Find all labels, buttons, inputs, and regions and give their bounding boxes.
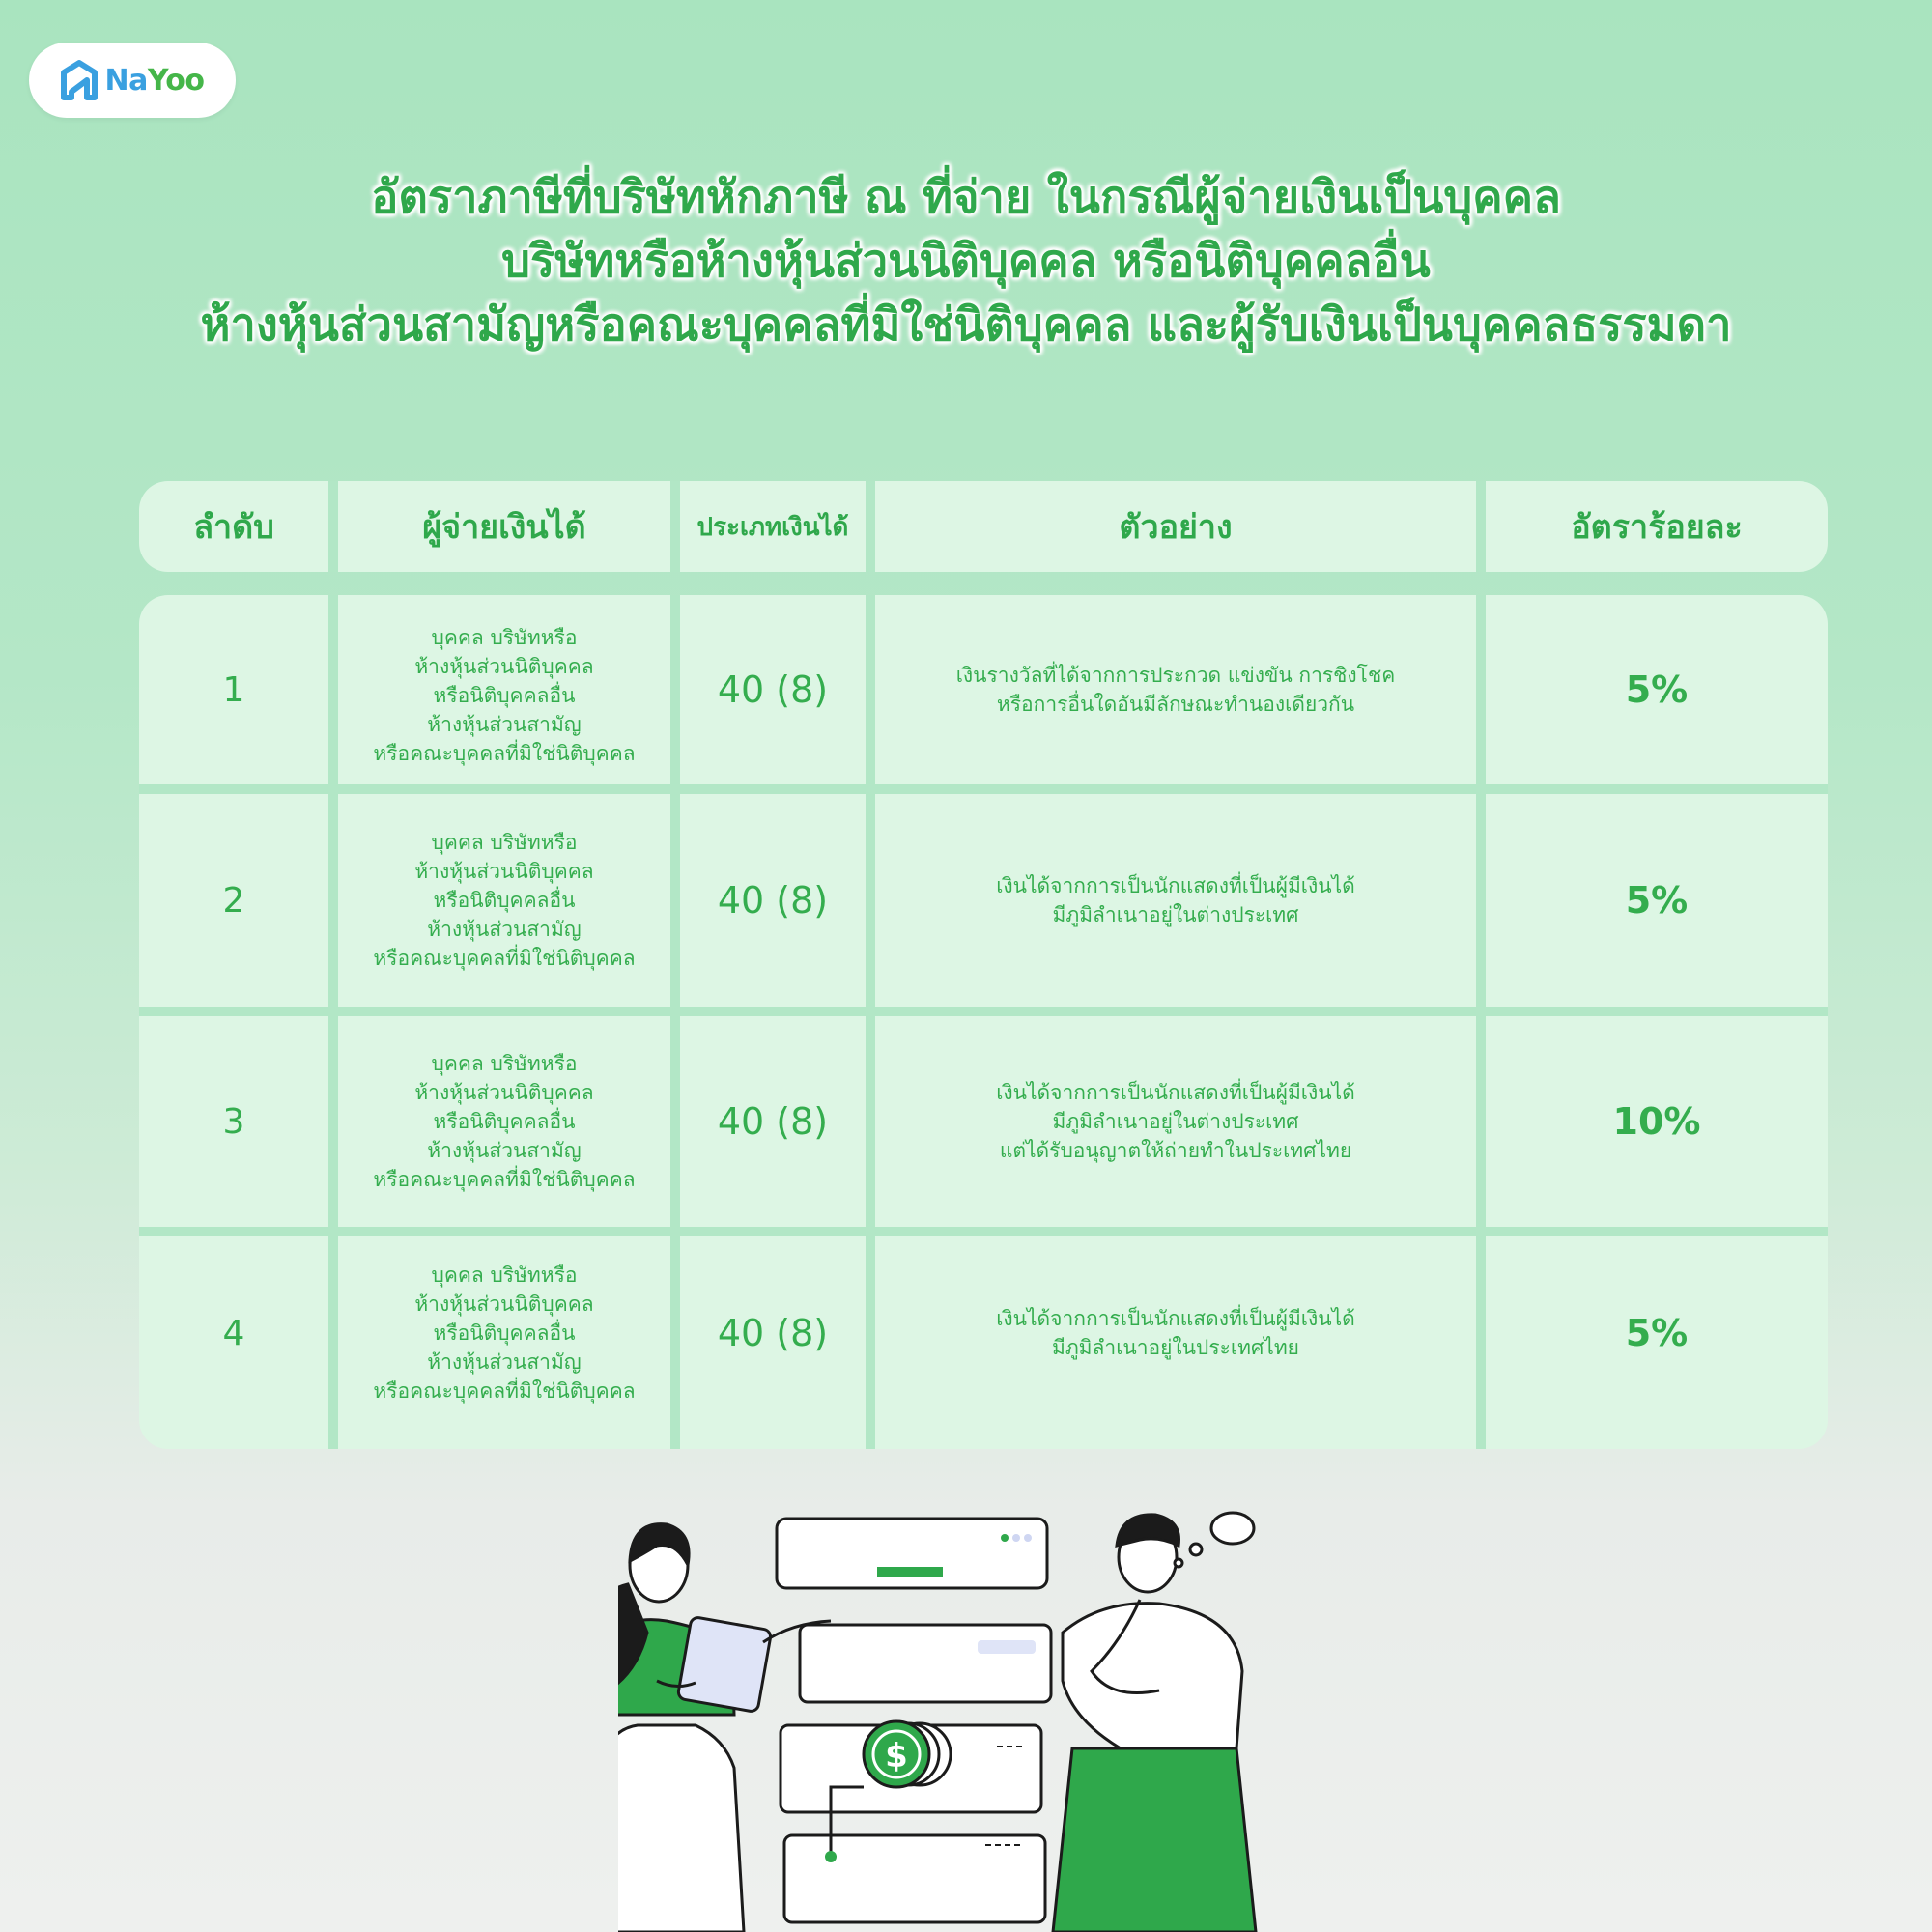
- brand-wordmark: NaYoo: [104, 63, 205, 98]
- row-3-rate: 10%: [1612, 1100, 1701, 1143]
- table-header: [139, 481, 1828, 572]
- row-4-order: 4: [222, 1313, 245, 1353]
- page-title: [58, 166, 1874, 357]
- title-line-2: บริษัทหรือห้างหุ้นส่วนนิติบุคคล หรือนิติบุคคลอื่น: [501, 235, 1431, 288]
- column-divider: [866, 595, 875, 1449]
- column-divider: [670, 481, 680, 572]
- row-divider: [139, 784, 1828, 794]
- header-order: ลำดับ: [193, 508, 274, 547]
- column-divider: [866, 481, 875, 572]
- row-4-example: เงินได้จากการเป็นนักแสดงที่เป็นผู้มีเงินได้ มีภูมิลำเนาอยู่ในประเทศไทย: [996, 1307, 1355, 1359]
- row-4-payer: บุคคล บริษัทหรือ ห้างหุ้นส่วนนิติบุคคล หรือนิติบุคคลอื่น ห้างหุ้นส่วนสามัญ หรือคณะบุคคลที่มิใช่นิติบุคคล: [373, 1264, 636, 1403]
- row-divider: [139, 1007, 1828, 1016]
- svg-text:$: $: [885, 1737, 908, 1776]
- row-1-order: 1: [222, 669, 245, 710]
- row-4-rate: 5%: [1625, 1312, 1689, 1354]
- table-body: [139, 595, 1828, 1449]
- column-divider: [1476, 595, 1486, 1449]
- row-3-payer: บุคคล บริษัทหรือ ห้างหุ้นส่วนนิติบุคคล หรือนิติบุคคลอื่น ห้างหุ้นส่วนสามัญ หรือคณะบุคคลที่มิใช่นิติบุคคล: [373, 1052, 636, 1191]
- column-divider: [328, 595, 338, 1449]
- man-thinking-illustration: [1053, 1513, 1256, 1932]
- row-4-income-type: 40 (8): [717, 1312, 829, 1354]
- header-payer: ผู้จ่ายเงินได้: [422, 508, 586, 547]
- title-line-3: ห้างหุ้นส่วนสามัญหรือคณะบุคคลที่มิใช่นิติบุคคล และผู้รับเงินเป็นบุคคลธรรมดา: [200, 298, 1732, 352]
- thought-bubble-icon: [1211, 1513, 1254, 1544]
- house-n-icon: [60, 59, 99, 101]
- row-3-order: 3: [222, 1101, 245, 1142]
- row-1-income-type: 40 (8): [717, 668, 829, 711]
- row-divider: [139, 1227, 1828, 1236]
- column-divider: [670, 595, 680, 1449]
- row-2-income-type: 40 (8): [717, 879, 829, 922]
- row-1-payer: บุคคล บริษัทหรือ ห้างหุ้นส่วนนิติบุคคล หรือนิติบุคคลอื่น ห้างหุ้นส่วนสามัญ หรือคณะบุคคลที่มิใช่นิติบุคคล: [373, 626, 636, 765]
- server-stack-illustration: [777, 1519, 1051, 1922]
- row-2-order: 2: [222, 880, 245, 921]
- row-2-rate: 5%: [1625, 879, 1689, 922]
- column-divider: [328, 481, 338, 572]
- row-3-example: เงินได้จากการเป็นนักแสดงที่เป็นผู้มีเงินได้ มีภูมิลำเนาอยู่ในต่างประเทศ แต่ได้รับอนุญาตให้ถ่ายทำในประเทศไทย: [996, 1081, 1355, 1162]
- row-2-example: เงินได้จากการเป็นนักแสดงที่เป็นผู้มีเงินได้ มีภูมิลำเนาอยู่ในต่างประเทศ: [996, 874, 1355, 926]
- row-2-payer: บุคคล บริษัทหรือ ห้างหุ้นส่วนนิติบุคคล หรือนิติบุคคลอื่น ห้างหุ้นส่วนสามัญ หรือคณะบุคคลที่มิใช่นิติบุคคล: [373, 831, 636, 970]
- column-divider: [1476, 481, 1486, 572]
- brand-logo[interactable]: [29, 43, 236, 118]
- row-3-income-type: 40 (8): [717, 1100, 829, 1143]
- title-line-1: อัตราภาษีที่บริษัทหักภาษี ณ ที่จ่าย ในกรณีผู้จ่ายเงินเป็นบุคคล: [371, 171, 1561, 224]
- header-income-type: ประเภทเงินได้: [696, 512, 849, 542]
- row-1-rate: 5%: [1625, 668, 1689, 711]
- row-1-example: เงินรางวัลที่ได้จากการประกวด แข่งขัน การชิงโชค หรือการอื่นใดอันมีลักษณะทำนองเดียวกัน: [955, 664, 1396, 716]
- tax-illustration: [618, 1507, 1294, 1932]
- header-rate: อัตราร้อยละ: [1571, 508, 1743, 547]
- header-example: ตัวอย่าง: [1119, 508, 1233, 547]
- dollar-coin-icon: [864, 1721, 951, 1787]
